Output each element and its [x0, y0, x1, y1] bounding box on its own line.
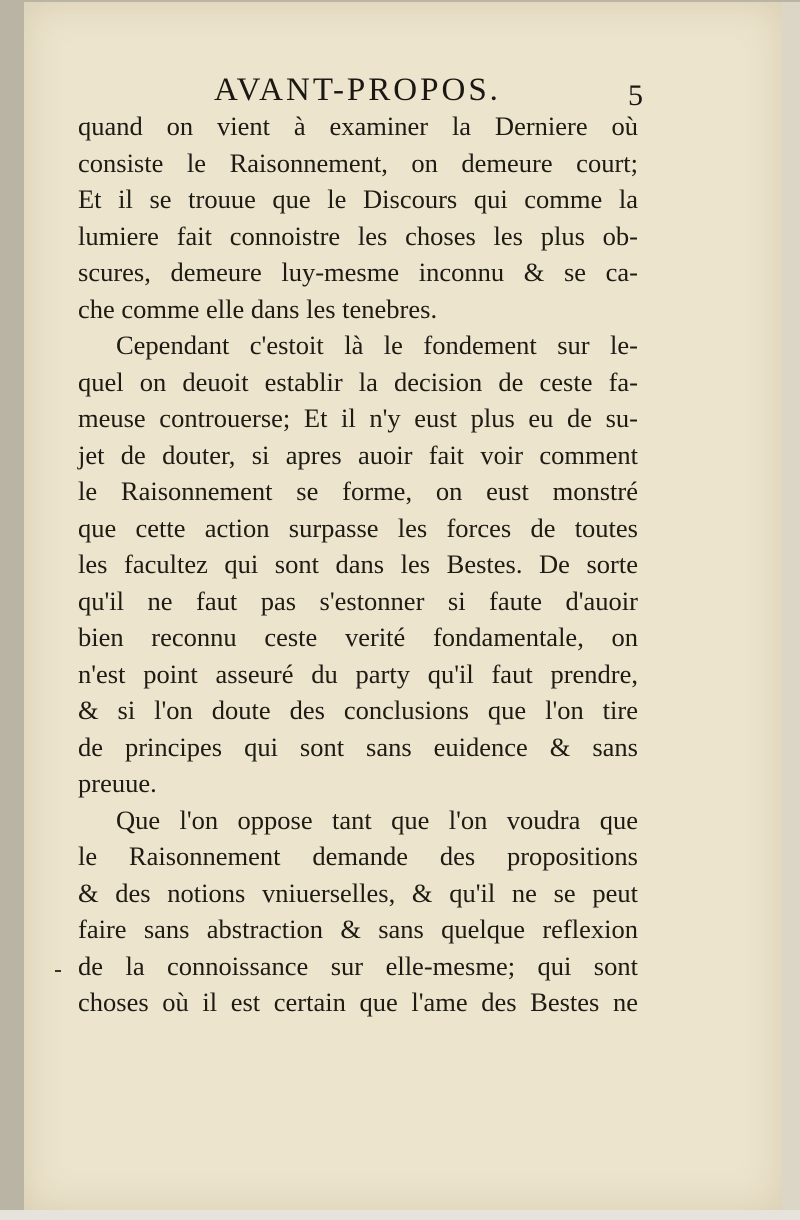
- text-line: jet de douter, si apres auoir fait voir comment: [78, 439, 638, 470]
- text-line: choses où il est certain que l'ame des Bestes ne: [78, 987, 638, 1017]
- text-line: meuse controuerse; Et il n'y eust plus eu de su-: [78, 403, 638, 433]
- running-title: AVANT-PROPOS.: [214, 72, 501, 108]
- text-line: & si l'on doute des conclusions que l'on tire: [78, 695, 638, 725]
- text-line: consiste le Raisonnement, on demeure court;: [78, 147, 638, 178]
- text-line: lumiere fait connoistre les choses les plus ob-: [78, 220, 638, 251]
- text-line: & des notions vniuerselles, & qu'il ne se peut: [78, 877, 638, 908]
- text-line: faire sans abstraction & sans quelque reflexion: [78, 914, 638, 944]
- text-line: que cette action surpasse les forces de toutes: [78, 512, 638, 543]
- text-line: quand on vient à examiner la Derniere où: [78, 111, 638, 141]
- text-line: Et il se trouue que le Discours qui comme la: [78, 184, 638, 214]
- text-line: n'est point asseuré du party qu'il faut prendre,: [78, 658, 638, 689]
- text-line: scures, demeure luy-mesme inconnu & se ca-: [78, 257, 638, 287]
- text-line: preuue.: [78, 768, 157, 798]
- page-right-edge: [782, 2, 800, 1210]
- text-line: bien reconnu ceste verité fondamentale, on: [78, 622, 638, 652]
- text-line: Cependant c'estoit là le fondement sur le-: [116, 330, 638, 360]
- text-line: les facultez qui sont dans les Bestes. De sorte: [78, 549, 638, 579]
- text-line: le Raisonnement demande des propositions: [78, 841, 638, 871]
- text-line: quel on deuoit establir la decision de ceste fa-: [78, 366, 638, 397]
- text-line: Que l'on oppose tant que l'on voudra que: [116, 804, 638, 835]
- body-text: [78, 108, 638, 1021]
- page-bottom-edge: [0, 1210, 800, 1220]
- margin-mark: [55, 970, 61, 972]
- text-line: che comme elle dans les tenebres.: [78, 293, 438, 324]
- text-line: qu'il ne faut pas s'estonner si faute d'auoir: [78, 585, 638, 616]
- page-number: 5: [628, 79, 643, 112]
- text-line: de principes qui sont sans euidence & sans: [78, 731, 638, 762]
- text-line: de la connoissance sur elle-mesme; qui sont: [78, 950, 638, 981]
- text-line: le Raisonnement se forme, on eust monstré: [78, 476, 638, 506]
- page-header: [0, 68, 800, 112]
